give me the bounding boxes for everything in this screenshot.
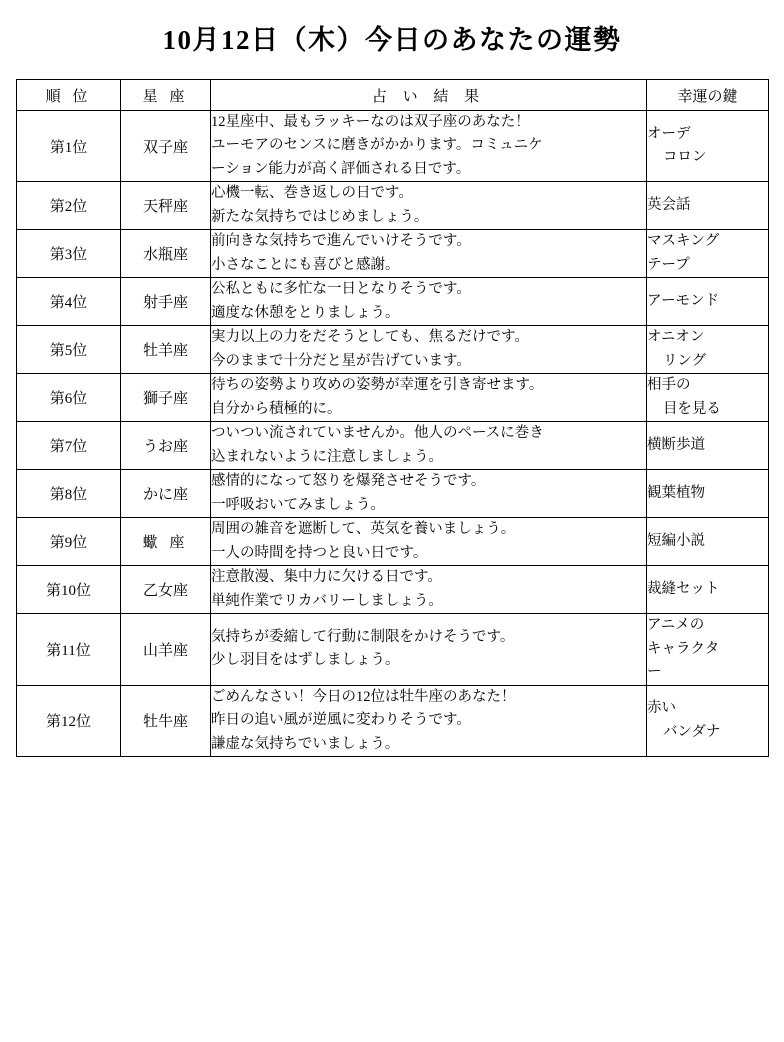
sign-cell: 獅子座 [121,374,211,422]
result-line: ユーモアのセンスに磨きがかかります。コミュニケ [211,137,543,154]
result-line: 単純作業でリカバリーしましょう。 [211,592,443,609]
result-line: 今のままで十分だと星が告げています。 [211,352,471,369]
result-cell [211,374,647,422]
rank-cell: 第2位 [17,182,121,230]
lucky-key-line: 観葉植物 [647,485,705,501]
lucky-key-line: 英会話 [647,197,691,214]
sign-cell: 牡牛座 [121,685,211,756]
result-line: 一呼吸おいてみましょう。 [211,496,385,513]
table-row [17,182,769,230]
column-header-rank: 順 位 [17,80,121,111]
rank-cell: 第3位 [17,230,121,278]
rank-cell: 第10位 [17,566,121,614]
result-cell [211,182,647,230]
rank-cell: 第6位 [17,374,121,422]
sign-cell: かに座 [121,470,211,518]
result-line: 一人の時間を持つと良い日です。 [211,544,428,561]
result-cell [211,278,647,326]
result-line: ごめんなさい！今日の12位は牡牛座のあなた！ [211,688,516,705]
sign-cell: うお座 [121,422,211,470]
sign-cell: 双子座 [121,111,211,182]
result-line: 少し羽目をはずしましょう。 [211,652,400,669]
rank-cell: 第9位 [17,518,121,566]
result-cell [211,470,647,518]
lucky-key-cell [647,422,769,470]
lucky-key-line: アーモンド [647,293,720,310]
sign-cell: 水瓶座 [121,230,211,278]
lucky-key-line: マスキング [647,233,720,250]
sign-cell: 射手座 [121,278,211,326]
result-line: 12星座中、最もラッキーなのは双子座のあなた！ [211,114,530,130]
result-line: 実力以上の力をだそうとしても、焦るだけです。 [211,329,529,346]
table-header-row [17,80,769,111]
result-line: 込まれないように注意しましょう。 [211,448,443,465]
result-cell [211,566,647,614]
table-row [17,566,769,614]
lucky-key-cell [647,518,769,566]
table-row [17,230,769,278]
result-line: 周囲の雑音を遮断して、英気を養いましょう。 [211,521,516,538]
table-row [17,374,769,422]
lucky-key-cell [647,111,769,182]
sign-cell: 天秤座 [121,182,211,230]
table-row [17,111,769,182]
result-cell [211,422,647,470]
table-row [17,518,769,566]
lucky-key-line: コロン [662,149,707,166]
column-header-sign: 星 座 [121,80,211,111]
table-row [17,422,769,470]
lucky-key-line: キャラクタ [647,640,720,657]
lucky-key-line: ー [647,664,662,681]
table-row [17,685,769,756]
rank-cell: 第5位 [17,326,121,374]
lucky-key-line: リング [662,352,707,369]
rank-cell: 第12位 [17,685,121,756]
sign-cell: 山羊座 [121,614,211,685]
lucky-key-line: 目を見る [662,400,721,417]
result-line: 小さなことにも喜びと感謝。 [211,256,400,273]
result-cell [211,685,647,756]
rank-cell: 第11位 [17,614,121,685]
fortune-table [16,79,769,757]
lucky-key-line: オーデ [647,125,691,142]
result-line: ーション能力が高く評価される日です。 [211,160,471,177]
lucky-key-cell [647,230,769,278]
lucky-key-line: オニオン [647,329,705,346]
table-row [17,470,769,518]
column-header-result: 占 い 結 果 [211,80,647,111]
lucky-key-cell [647,566,769,614]
result-line: 前向きな気持ちで進んでいけそうです。 [211,233,471,250]
table-row [17,614,769,685]
result-line: 新たな気持ちではじめましょう。 [211,208,429,225]
fortune-page [0,18,784,757]
lucky-key-cell [647,326,769,374]
rank-cell: 第4位 [17,278,121,326]
sign-cell: 牡羊座 [121,326,211,374]
result-line: 感情的になって怒りを爆発させそうです。 [211,473,486,490]
result-cell [211,230,647,278]
rank-cell: 第1位 [17,111,121,182]
result-line: 心機一転、巻き返しの日です。 [211,185,413,202]
rank-cell: 第7位 [17,422,121,470]
lucky-key-line: 赤い [647,700,676,717]
result-line: 謙虚な気持ちでいましょう。 [211,735,400,752]
lucky-key-line: バンダナ [662,723,721,740]
column-header-key: 幸運の鍵 [647,80,769,111]
result-line: ついつい流されていませんか。他人のペースに巻き [211,425,544,442]
lucky-key-cell [647,685,769,756]
rank-cell: 第8位 [17,470,121,518]
result-cell [211,614,647,685]
result-line: 公私ともに多忙な一日となりそうです。 [211,281,471,298]
table-header [17,80,769,111]
lucky-key-line: 短編小説 [647,532,705,549]
lucky-key-line: 裁縫セット [647,580,720,597]
result-cell [211,111,647,182]
lucky-key-line: アニメの [647,617,705,634]
lucky-key-line: 横断歩道 [647,437,705,454]
table-row [17,278,769,326]
page-title: 10月12日（木）今日のあなたの運勢 [162,25,622,55]
sign-cell: 乙女座 [121,566,211,614]
lucky-key-cell [647,182,769,230]
sign-cell: 蠍 座 [121,518,211,566]
result-line: 注意散漫、集中力に欠ける日です。 [211,569,442,586]
lucky-key-line: 相手の [647,377,691,394]
lucky-key-cell [647,278,769,326]
lucky-key-cell [647,470,769,518]
table-row [17,326,769,374]
result-line: 昨日の追い風が逆風に変わりそうです。 [211,712,471,729]
lucky-key-cell [647,374,769,422]
lucky-key-line: テープ [647,256,690,273]
lucky-key-cell [647,614,769,685]
result-line: 気持ちが委縮して行動に制限をかけそうです。 [211,628,515,645]
table-body [17,111,769,757]
result-line: 待ちの姿勢より攻めの姿勢が幸運を引き寄せます。 [211,377,544,394]
result-cell [211,518,647,566]
result-line: 適度な休憩をとりましょう。 [211,304,400,321]
result-line: 自分から積極的に。 [211,400,342,417]
result-cell [211,326,647,374]
